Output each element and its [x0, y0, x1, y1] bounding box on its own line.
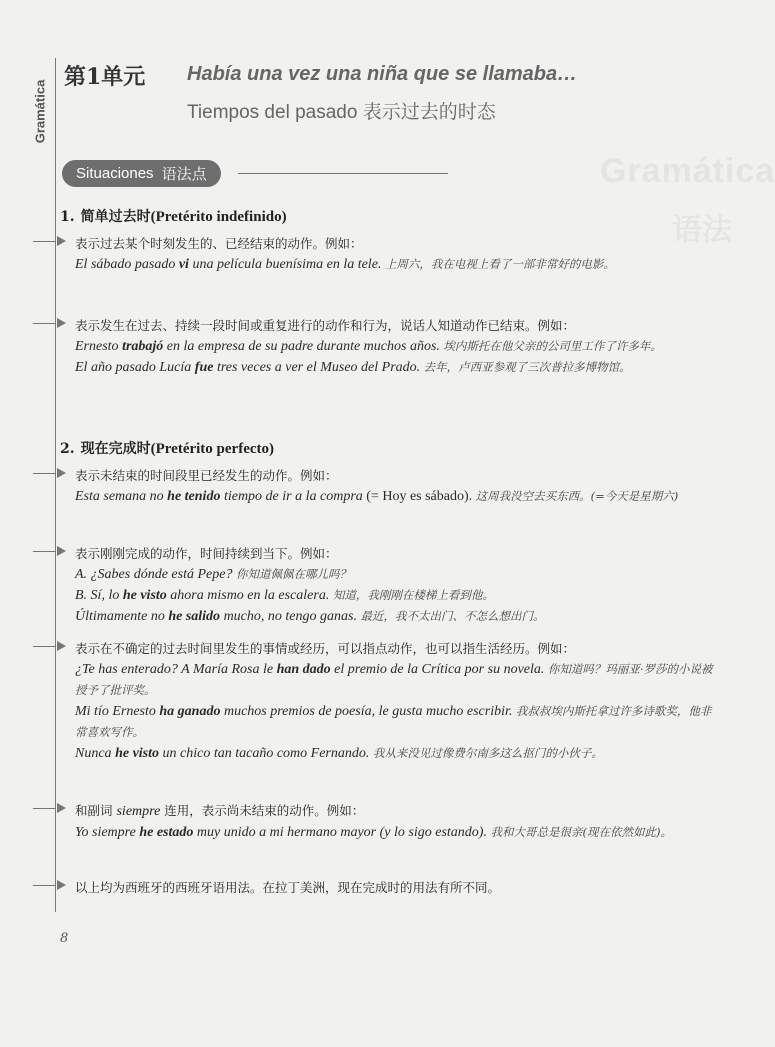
item-stub	[33, 646, 55, 647]
example: A. ¿Sabes dónde está Pepe? 你知道佩佩在哪儿吗？	[75, 567, 351, 582]
example: ¿Te has enterado? A María Rosa le han dado el premio de la Crítica por su novela. 你知道吗？玛丽亚·罗莎的小说被授予了批评奖。	[75, 662, 713, 697]
item-stub	[33, 551, 55, 552]
section-title-es: (Pretérito indefinido)	[150, 209, 287, 225]
badge-es: Situaciones	[76, 165, 154, 182]
usage-item	[33, 877, 733, 898]
item-stub	[33, 808, 55, 809]
translation: 我从来没见过像费尔南多这么抠门的小伙子。	[372, 746, 603, 760]
usage-item	[33, 233, 733, 275]
translation: 埃内斯托在他父亲的公司里工作了许多年。	[443, 339, 662, 353]
example: Nunca he visto un chico tan tacaño como Fernando. 我从来没见过像费尔南多这么抠门的小伙子。	[75, 746, 603, 761]
item-stub	[33, 241, 55, 242]
badge-cn: 语法点	[161, 166, 207, 183]
section-heading-2	[60, 438, 274, 458]
translation: 上周六，我在电视上看了一部非常好的电影。	[384, 257, 615, 271]
translation: 最近，我不太出门、不怎么想出门。	[360, 609, 545, 623]
translation: 你知道佩佩在哪儿吗？	[235, 567, 351, 581]
section-heading-1	[60, 206, 287, 226]
translation: 你知道吗？玛丽亚·罗莎的小说被授予了批评奖。	[75, 662, 713, 697]
section-title-cn: 简单过去时	[80, 209, 151, 225]
translation: 我叔叔埃内斯托拿过许多诗歌奖，他非常喜欢写作。	[75, 704, 712, 739]
item-head: 表示刚刚完成的动作，时间持续到当下。例如：	[75, 546, 338, 561]
usage-item	[33, 315, 733, 378]
section-title-es: (Pretérito perfecto)	[150, 441, 275, 457]
usage-item	[33, 800, 733, 843]
translation: 我和大哥总是很亲(现在依然如此)。	[490, 825, 672, 839]
example: El sábado pasado vi una película buenísima en la tele. 上周六，我在电视上看了一部非常好的电影。	[75, 257, 615, 272]
unit-number: 第1单元	[64, 64, 146, 90]
example: Yo siempre he estado muy unido a mi hermano mayor (y lo sigo estando). 我和大哥总是很亲(现在依然如此)。	[75, 825, 672, 840]
situaciones-badge	[62, 160, 221, 187]
badge-underline	[238, 173, 448, 174]
item-head: 以上均为西班牙的西班牙语用法。在拉丁美洲，现在完成时的用法有所不同。	[75, 880, 501, 895]
example: Últimamente no he salido mucho, no tengo ganas. 最近，我不太出门、不怎么想出门。	[75, 609, 545, 624]
unit-title: Había una vez una niña que se llamaba…	[187, 63, 578, 85]
triangle-icon	[57, 468, 66, 478]
item-head: 表示未结束的时间段里已经发生的动作。例如：	[75, 468, 338, 483]
usage-item	[33, 465, 733, 507]
example: B. Sí, lo he visto ahora mismo en la escalera. 知道，我刚刚在楼梯上看到他。	[75, 588, 494, 603]
unit-subtitle	[187, 97, 496, 124]
triangle-icon	[57, 546, 66, 556]
item-head: 和副词 siempre 连用，表示尚未结束的动作。例如：	[75, 803, 365, 819]
example: Esta semana no he tenido tiempo de ir a la compra (= Hoy es sábado). 这周我没空去买东西。(=今天是星期六)	[75, 489, 679, 504]
translation: 去年，卢西亚参观了三次普拉多博物馆。	[423, 360, 631, 374]
triangle-icon	[57, 641, 66, 651]
translation: 知道，我刚刚在楼梯上看到他。	[332, 588, 494, 602]
example: Mi tío Ernesto ha ganado muchos premios de poesía, le gusta mucho escribir. 我叔叔埃内斯托拿过许多诗歌奖，他非常喜欢写作。	[75, 704, 712, 739]
section-title-cn: 现在完成时	[80, 441, 151, 457]
usage-item	[33, 638, 733, 764]
usage-item	[33, 543, 733, 627]
triangle-icon	[57, 880, 66, 890]
triangle-icon	[57, 803, 66, 813]
triangle-icon	[57, 318, 66, 328]
example: El año pasado Lucía fue tres veces a ver el Museo del Prado. 去年，卢西亚参观了三次普拉多博物馆。	[75, 360, 631, 375]
translation: 这周我没空去买东西。(=今天是星期六)	[475, 489, 679, 503]
ghost-heading-cn: 语法	[672, 213, 732, 248]
item-head: 表示发生在过去、持续一段时间或重复进行的动作和行为，说话人知道动作已结束。例如：	[75, 318, 576, 333]
page-number: 8	[60, 931, 69, 946]
subtitle-es: Tiempos del pasado	[187, 102, 358, 123]
side-section-label	[27, 66, 53, 156]
item-head: 表示过去某个时刻发生的、已经结束的动作。例如：	[75, 236, 363, 251]
side-label-text: Gramática	[32, 79, 48, 143]
section-number: 2.	[60, 441, 75, 457]
section-number: 1.	[60, 209, 75, 225]
example: Ernesto trabajó en la empresa de su padre durante muchos años. 埃内斯托在他父亲的公司里工作了许多年。	[75, 339, 662, 354]
item-stub	[33, 473, 55, 474]
item-head: 表示在不确定的过去时间里发生的事情或经历，可以指点动作，也可以指生活经历。例如：	[75, 641, 576, 656]
item-stub	[33, 323, 55, 324]
subtitle-cn: 表示过去的时态	[362, 101, 496, 123]
ghost-heading-es: Gramática	[600, 152, 775, 190]
item-stub	[33, 885, 55, 886]
triangle-icon	[57, 236, 66, 246]
